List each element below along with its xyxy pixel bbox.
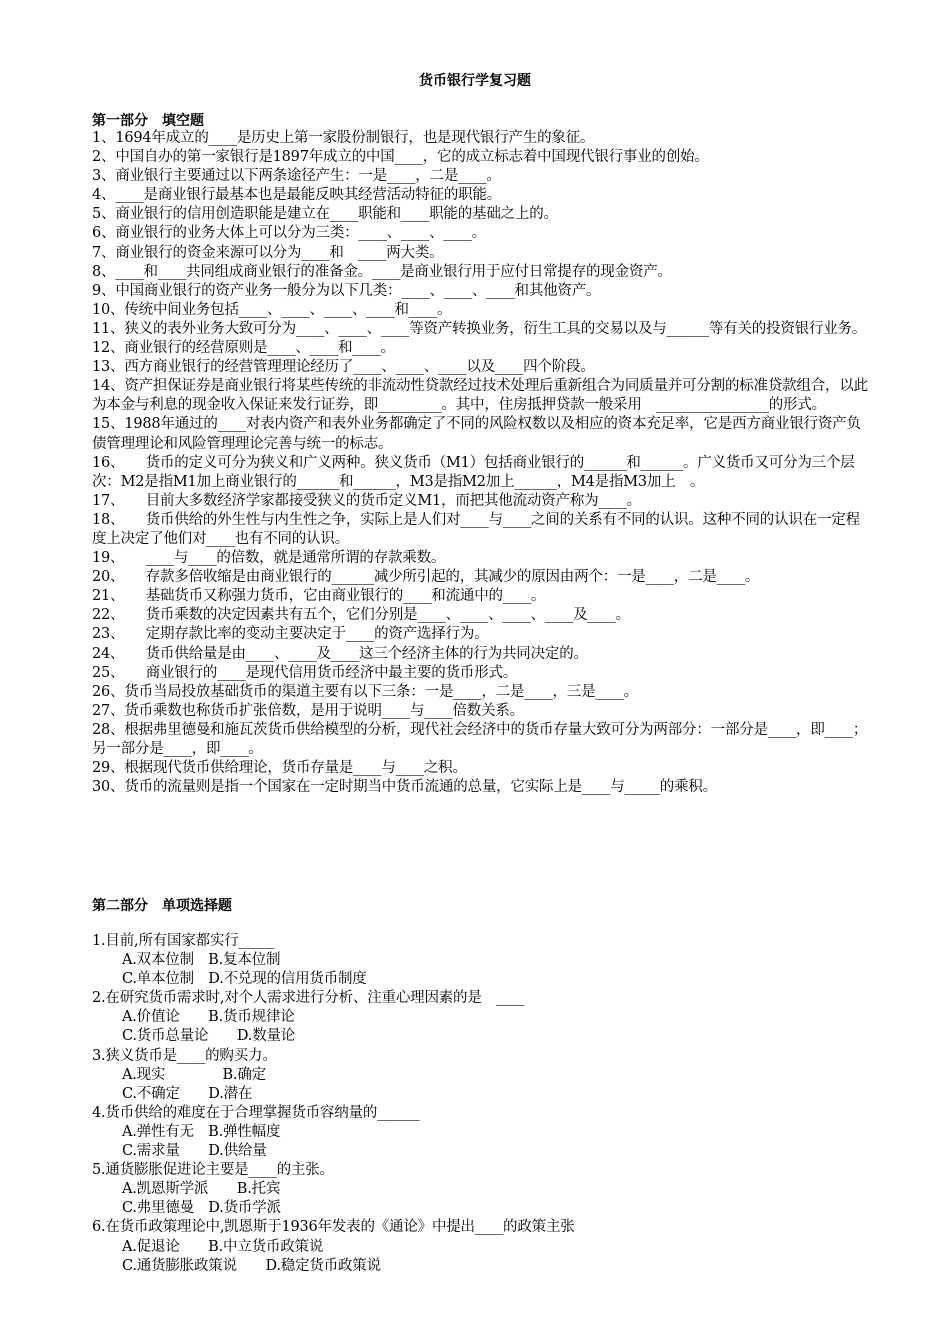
choice-question: 2.在研究货币需求时,对个人需求进行分析、注重心理因素的是 ____ <box>92 990 525 1007</box>
question-item: 5、商业银行的信用创造职能是建立在____职能和____职能的基础之上的。 <box>92 206 558 223</box>
question-item: 1、1694年成立的____是历史上第一家股份制银行，也是现代银行产生的象征。 <box>92 130 595 146</box>
question-item: 12、商业银行的经营原则是____、____和____。 <box>92 340 395 357</box>
question-item: 2、中国自办的第一家银行是1897年成立的中国____，它的成立标志着中国现代银行事业的创始。 <box>92 149 709 166</box>
document-title: 货币银行学复习题 <box>419 73 531 89</box>
question-item: 6、商业银行的业务大体上可以分为三类：____、____、____。 <box>92 225 486 242</box>
part2-heading: 第二部分 单项选择题 <box>92 898 232 914</box>
choice-options: C.需求量 D.供给量 <box>122 1143 267 1160</box>
question-item: 29、根据现代货币供给理论，货币存量是____与____之积。 <box>92 760 467 777</box>
question-item: 20、 存款多倍收缩是由商业银行的______减少所引起的，其减少的原因由两个：一是____，二是____。 <box>92 569 760 586</box>
choice-options: A.双本位制 B.复本位制 <box>122 952 281 969</box>
choice-options: C.不确定 D.潜在 <box>122 1085 253 1102</box>
question-item: 9、中国商业银行的资产业务一般分为以下几类：____、____、____和其他资产。 <box>92 282 601 299</box>
question-item: 8、____和____共同组成商业银行的准备金。____是商业银行用于应付日常提存的现金资产。 <box>92 263 672 280</box>
question-item: 17、 目前大多数经济学家都接受狭义的货币定义M1，而把其他流动资产称为____。 <box>92 492 641 509</box>
question-item: 30、货币的流量则是指一个国家在一定时期当中货币流通的总量，它实际上是____与_____的乘积。 <box>92 779 717 796</box>
question-item: 4、____是商业银行最基本也是最能反映其经营活动特征的职能。 <box>92 187 502 204</box>
choice-question: 4.货币供给的难度在于合理掌握货币容纳量的______ <box>92 1104 420 1121</box>
choice-question: 6.在货币政策理论中,凯恩斯于1936年发表的《通论》中提出____的政策主张 <box>92 1219 575 1236</box>
question-item: 26、货币当局投放基础货币的渠道主要有以下三条：一是____，二是____，三是____。 <box>92 683 638 700</box>
choice-question: 1.目前,所有国家都实行_____ <box>92 933 274 949</box>
question-item: 27、货币乘数也称货币扩张倍数，是用于说明____与____倍数关系。 <box>92 702 524 719</box>
choice-options: A.现实 B.确定 <box>122 1066 266 1083</box>
question-item: 21、 基础货币又称强力货币，它由商业银行的____和流通中的____。 <box>92 588 546 605</box>
question-item: 25、 商业银行的____是现代信用货币经济中最主要的货币形式。 <box>92 664 518 681</box>
choice-options: A.弹性有无 B.弹性幅度 <box>122 1123 281 1140</box>
question-item: 24、 货币供给量是由____、____及____这三个经济主体的行为共同决定的。 <box>92 645 588 662</box>
part1-heading: 第一部分 填空题 <box>92 113 204 129</box>
choice-options: C.单本位制 D.不兑现的信用货币制度 <box>122 971 367 988</box>
question-item: 19、 ____与____的倍数，就是通常所谓的存款乘数。 <box>92 550 446 567</box>
question-item: 23、 定期存款比率的变动主要决定于____的资产选择行为。 <box>92 626 489 643</box>
choice-options: C.货币总量论 D.数量论 <box>122 1028 296 1045</box>
question-item: 3、商业银行主要通过以下两条途径产生：一是____，二是____。 <box>92 168 501 185</box>
choice-question: 3.狭义货币是____的购买力。 <box>92 1047 277 1064</box>
question-item: 16、 货币的定义可分为狭义和广义两种。狭义货币（M1）包括商业银行的______和______。广义货币又可分为三个层次：M2是指M1加上商业银行的______和______，M3是指M2加上______，M4是指M3加上 。 <box>92 454 855 490</box>
choice-options: C.通货膨胀政策说 D.稳定货币政策说 <box>122 1257 381 1274</box>
question-item: 13、西方商业银行的经营管理理论经历了____、____、____以及____四个阶段。 <box>92 359 595 376</box>
choice-options: A.价值论 B.货币规律论 <box>122 1009 295 1026</box>
question-item: 22、 货币乘数的决定因素共有五个，它们分别是____、____、____、____及____。 <box>92 607 630 624</box>
choice-options: A.促退论 B.中立货币政策说 <box>122 1238 324 1255</box>
question-item: 28、根据弗里德曼和施瓦茨货币供给模型的分析，现代社会经济中的货币存量大致可分为两部分：一部分是____，即____；另一部分是____，即____。 <box>92 721 868 757</box>
choice-question: 5.通货膨胀促进论主要是____的主张。 <box>92 1162 334 1179</box>
question-item: 14、资产担保证券是商业银行将某些传统的非流动性贷款经过技术处理后重新组合为同质量并可分割的标准贷款组合，以此为本金与利息的现金收入保证来发行证券，即_________。其中，住房抵押贷款一般采用 ________________的形式。 <box>92 378 868 414</box>
question-item: 18、 货币供给的外生性与内生性之争，实际上是人们对____与____之间的关系有不同的认识。这种不同的认识在一定程度上决定了他们对____也有不同的认识。 <box>92 511 860 547</box>
multiple-choice-list <box>92 932 870 1276</box>
question-item: 10、传统中间业务包括____、____、____、____和____。 <box>92 301 452 318</box>
question-item: 7、商业银行的资金来源可以分为____和 ____两大类。 <box>92 244 444 261</box>
fill-in-blank-list <box>92 129 870 797</box>
choice-options: C.弗里德曼 D.货币学派 <box>122 1200 281 1217</box>
question-item: 11、狭义的表外业务大致可分为____、____、____等资产转换业务，衍生工具的交易以及与______等有关的投资银行业务。 <box>92 320 867 337</box>
choice-options: A.凯恩斯学派 B.托宾 <box>122 1181 281 1198</box>
question-item: 15、1988年通过的____对表内资产和表外业务都确定了不同的风险权数以及相应的资本充足率，它是西方商业银行资产负债管理理论和风险管理理论完善与统一的标志。 <box>92 416 861 452</box>
